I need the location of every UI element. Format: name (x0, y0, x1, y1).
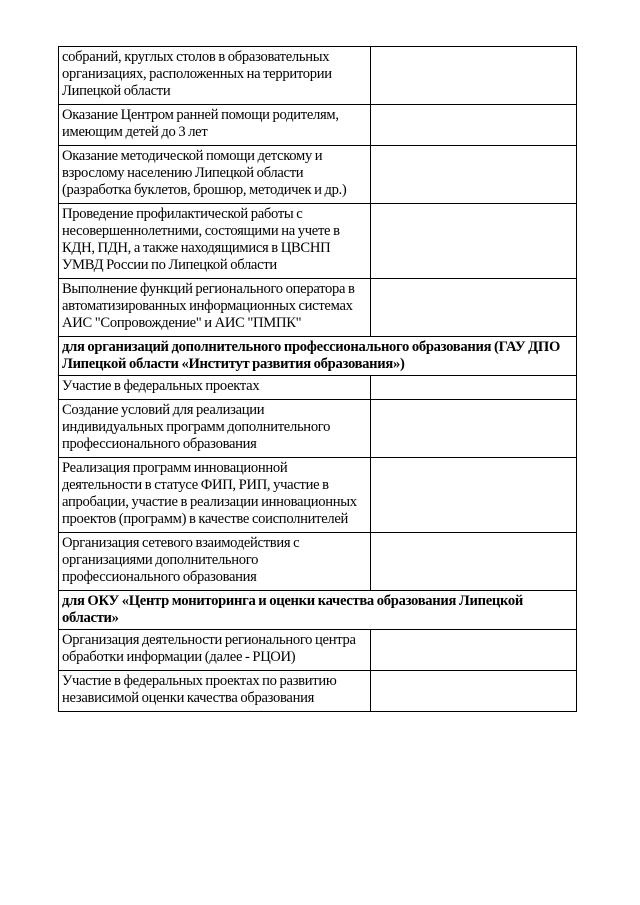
criterion-value-cell (371, 146, 577, 204)
table-row (59, 533, 577, 591)
criteria-table-body (59, 47, 577, 712)
criterion-value-cell (371, 458, 577, 533)
table-row (59, 400, 577, 458)
table-row (59, 279, 577, 337)
table-row (59, 204, 577, 279)
criterion-value-cell (371, 279, 577, 337)
table-row (59, 376, 577, 400)
criterion-description: Оказание методической помощи детскому и взрослому населению Липецкой области (разработка буклетов, брошюр, методичек и др.) (59, 146, 371, 204)
criterion-description: Организация деятельности регионального центра обработки информации (далее - РЦОИ) (59, 630, 371, 671)
section-header: для организаций дополнительного профессионального образования (ГАУ ДПО Липецкой области «Институт развития образования») (59, 337, 577, 376)
criterion-description: Проведение профилактической работы с несовершеннолетними, состоящими на учете в КДН, ПДН, а также находящимися в ЦВСНП УМВД России по Липецкой области (59, 204, 371, 279)
table-row (59, 458, 577, 533)
criterion-description: собраний, круглых столов в образовательных организациях, расположенных на территории Липецкой области (59, 47, 371, 105)
section-header: для ОКУ «Центр мониторинга и оценки качества образования Липецкой области» (59, 591, 577, 630)
criterion-description: Организация сетевого взаимодействия с организациями дополнительного профессионального образования (59, 533, 371, 591)
criterion-description: Создание условий для реализации индивидуальных программ дополнительного профессионального образования (59, 400, 371, 458)
criterion-value-cell (371, 400, 577, 458)
criterion-value-cell (371, 533, 577, 591)
criterion-description: Реализация программ инновационной деятельности в статусе ФИП, РИП, участие в апробации, участие в реализации инновационных проектов (программ) в качестве соисполнителей (59, 458, 371, 533)
table-row (59, 146, 577, 204)
table-row (59, 105, 577, 146)
criteria-table (58, 46, 577, 712)
criterion-value-cell (371, 630, 577, 671)
criterion-value-cell (371, 105, 577, 146)
criterion-description: Участие в федеральных проектах по развитию независимой оценки качества образования (59, 671, 371, 712)
table-row (59, 630, 577, 671)
section-header-row (59, 591, 577, 630)
criterion-value-cell (371, 204, 577, 279)
criterion-value-cell (371, 376, 577, 400)
criterion-value-cell (371, 671, 577, 712)
criterion-description: Оказание Центром ранней помощи родителям, имеющим детей до 3 лет (59, 105, 371, 146)
criterion-value-cell (371, 47, 577, 105)
section-header-row (59, 337, 577, 376)
table-row (59, 671, 577, 712)
criterion-description: Участие в федеральных проектах (59, 376, 371, 400)
table-row (59, 47, 577, 105)
criterion-description: Выполнение функций регионального оператора в автоматизированных информационных системах АИС "Сопровождение" и АИС "ПМПК" (59, 279, 371, 337)
